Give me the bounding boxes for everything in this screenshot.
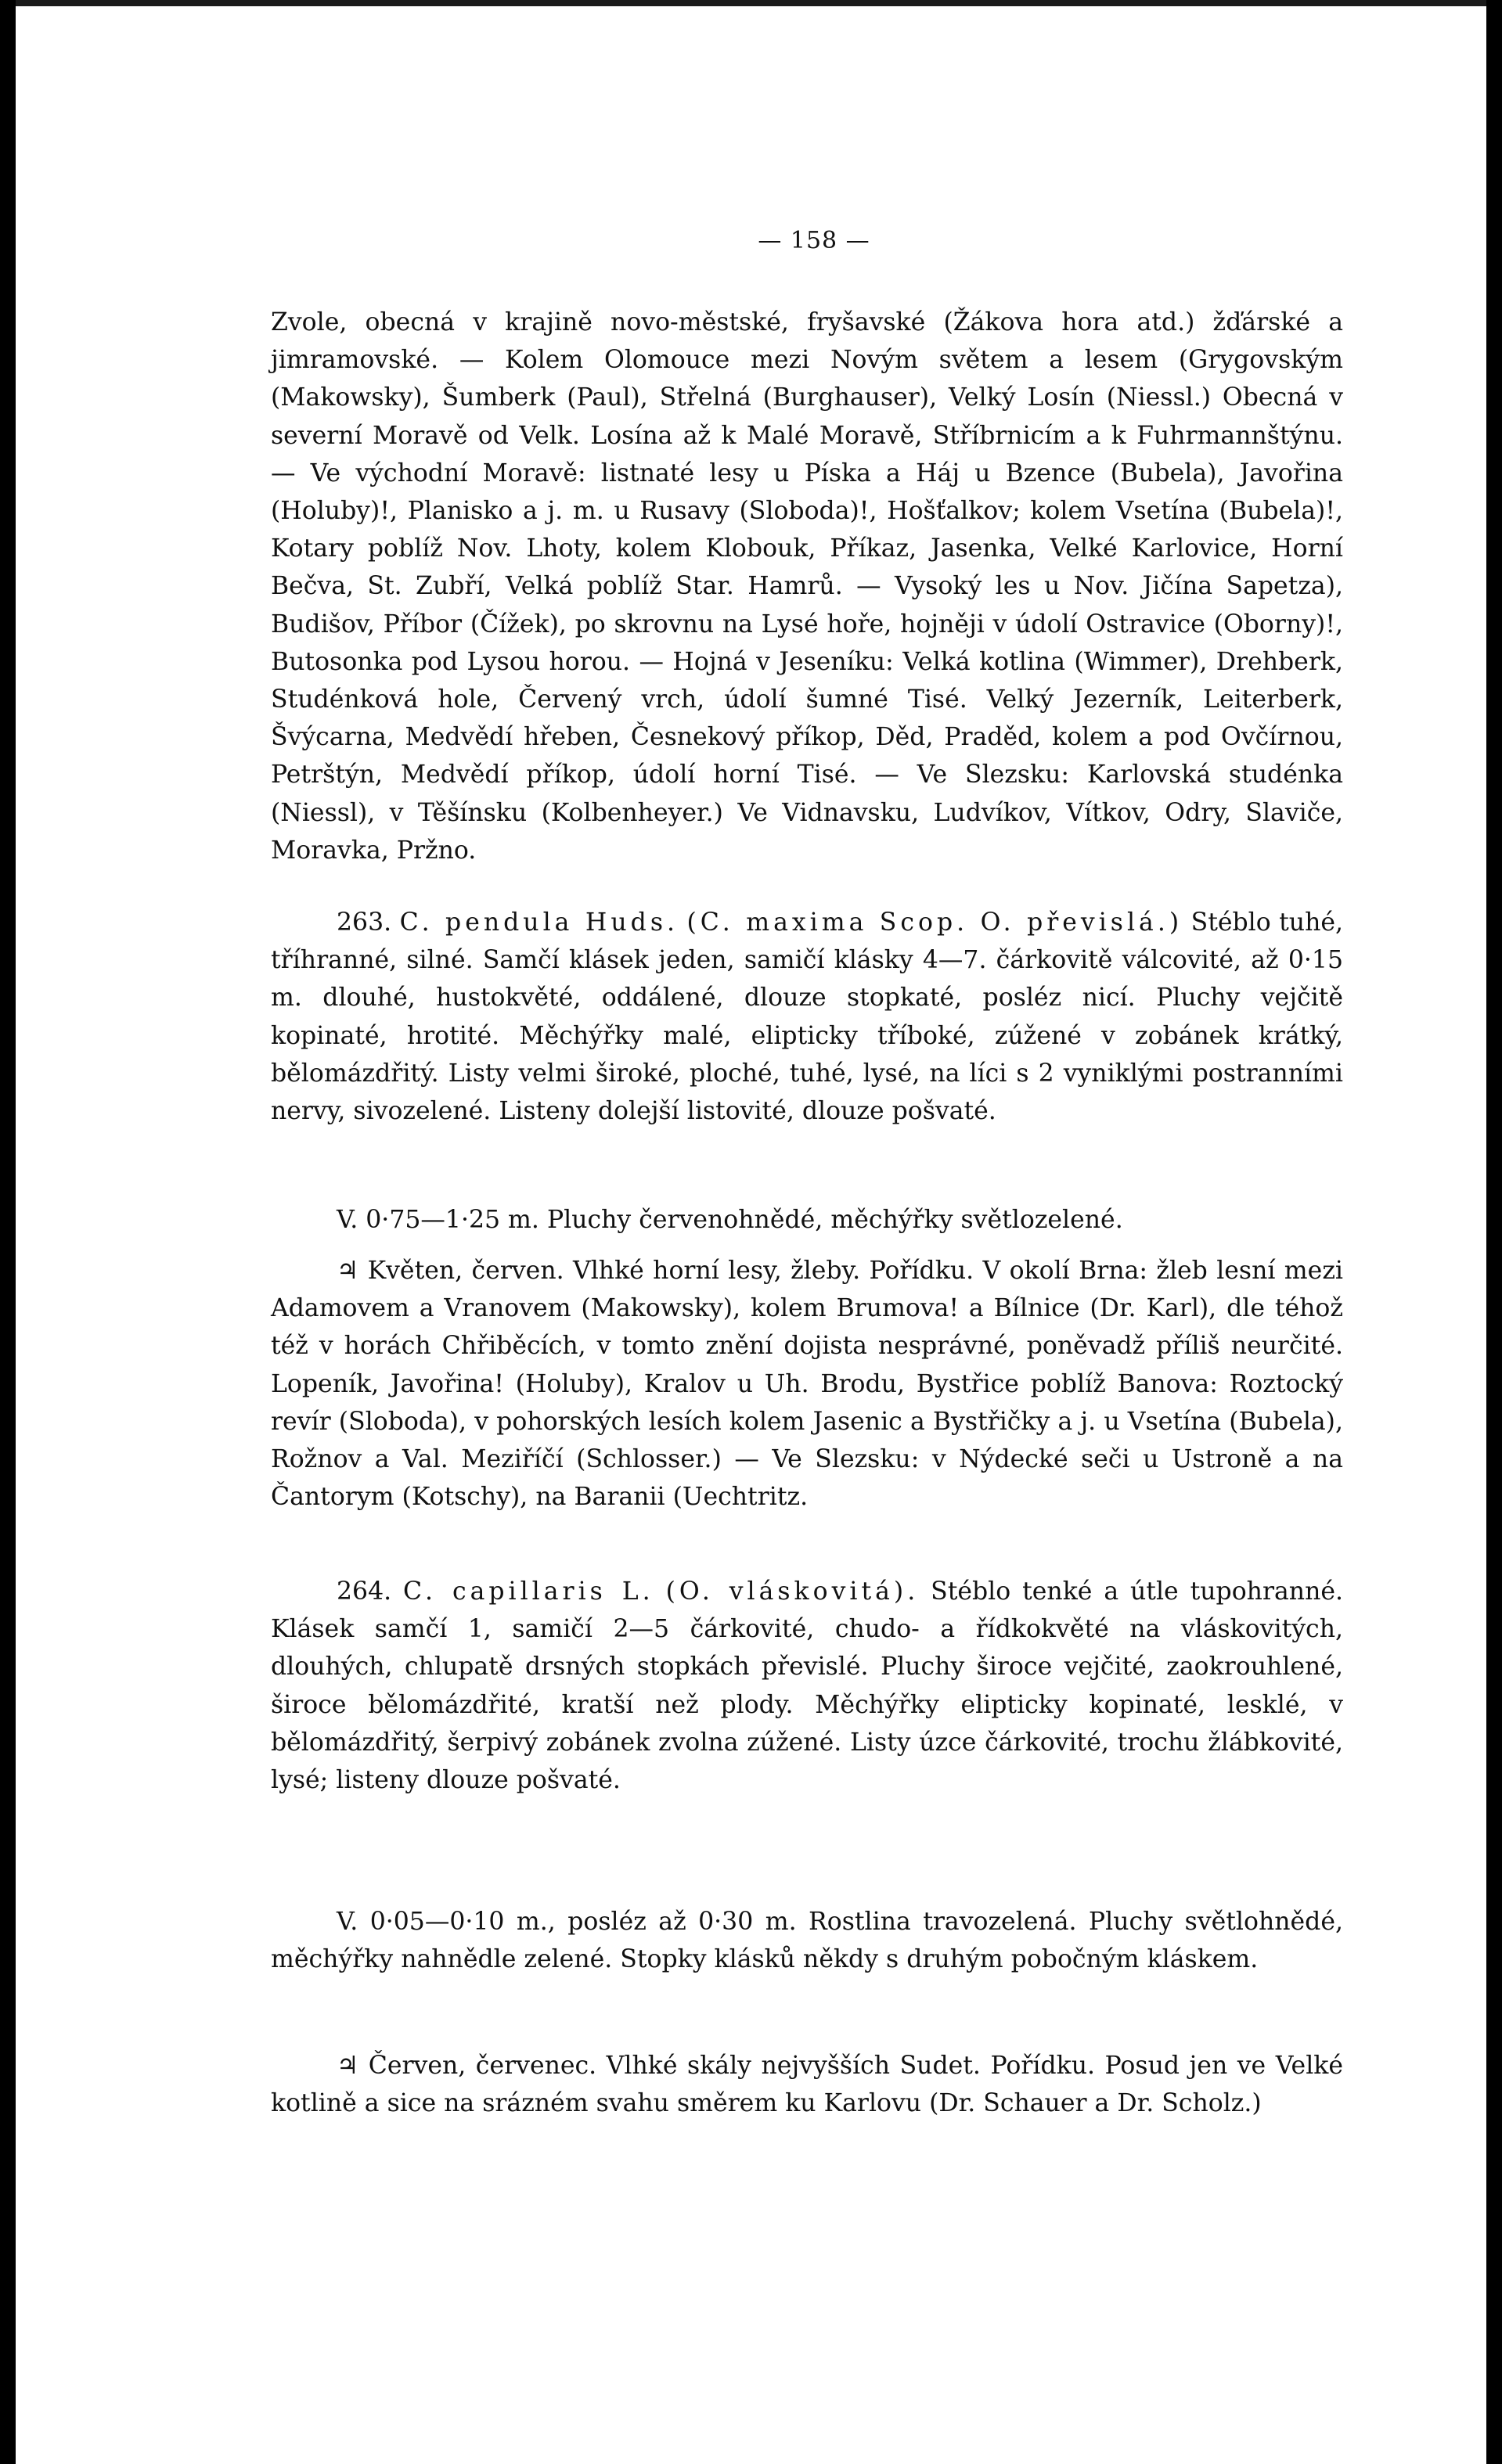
species-name: C. capillaris L. xyxy=(403,1577,654,1606)
paragraph-distribution-continued xyxy=(271,304,1343,869)
scan-edge-right xyxy=(1486,0,1502,2464)
scan-edge-left xyxy=(0,0,16,2464)
paragraph-text: Zvole, obecná v krajině novo-městské, fryšavské (Žákova hora atd.) žďárské a jimramovské. — Kolem Olomouce mezi Novým světem a lesem (Grygovským (Makowsky), Šumberk (Paul), Střelná (Burghauser), Velký Losín (Niessl.) Obecná v severní Moravě od Velk. Losína až k Malé Moravě, Stříbrnicím a k Fuhrmannštýnu. — Ve východní Moravě: listnaté lesy u Píska a Háj u Bzence (Bubela), Javořina (Holuby)!, Planisko a j. m. u Rusavy (Sloboda)!, Hošťalkov; kolem Vsetína (Bubela)!, Kotary poblíž Nov. Lhoty, kolem Klobouk, Příkaz, Jasenka, Velké Karlovice, Horní Bečva, St. Zubří, Velká poblíž Star. Hamrů. — Vysoký les u Nov. Jičína Sapetza), Budišov, Příbor (Čížek), po skrovnu na Lysé hoře, hojněji v údolí Ostravice (Oborny)!, Butosonka pod Lysou horou. — Hojná v Jeseníku: Velká kotlina (Wimmer), Drehberk, Studénková hole, Červený vrch, údolí šumné Tisé. Velký Jezerník, Leiterberk, Švýcarna, Medvědí hřeben, Česnekový příkop, Děd, Praděd, kolem a pod Ovčírnou, Petrštýn, Medvědí příkop, údolí horní Tisé. — Ve Slezsku: Karlovská studénka (Niessl), v Těšínsku (Kolbenheyer.) Ve Vidnavsku, Ludvíkov, Vítkov, Odry, Slaviče, Moravka, Pržno. xyxy=(271,308,1343,865)
species-synonym: (O. vláskovitá). xyxy=(665,1577,920,1606)
species-header-263 xyxy=(271,904,1343,1130)
paragraph-text: V. 0·75—1·25 m. Pluchy červenohnědé, měchýřky světlozelené. xyxy=(337,1206,1123,1234)
paragraph-text: V. 0·05—0·10 m., posléz až 0·30 m. Rostlina travozelená. Pluchy světlohnědé, měchýřky nahnědle zelené. Stopky klásků někdy s druhým pobočným kláskem. xyxy=(271,1908,1343,1974)
paragraph-text: ♃ Květen, červen. Vlhké horní lesy, žleby. Pořídku. V okolí Brna: žleb lesní mezi Adamovem a Vranovem (Makowsky), kolem Brumova! a Bílnice (Dr. Karl), dle téhož též v horách Chřiběcích, v tomto znění dojista nesprávné, poněvadž příliš neurčité. Lopeník, Javořina! (Holuby), Kralov u Uh. Brodu, Bystřice poblíž Banova: Roztocký revír (Sloboda), v pohorských lesích kolem Jasenic a Bystřičky a j. u Vsetína (Bubela), Rožnov a Val. Meziříčí (Schlosser.) — Ve Slezsku: v Nýdecké seči u Ustroně a na Čantorym (Kotschy), na Baranii (Uechtritz. xyxy=(271,1257,1343,1512)
species-entry-263 xyxy=(271,904,1343,1130)
species-description: Stéblo tuhé, tříhranné, silné. Samčí klásek jeden, samičí klásky 4—7. čárkovitě válcovité, až 0·15 m. dlouhé, hustokvěté, oddálené, dlouze stopkaté, posléz nicí. Pluchy vejčitě kopinaté, hrotité. Měchýřky malé, elipticky tříboké, zúžené v zobánek krátký, bělomázdřitý. Listy velmi široké, ploché, tuhé, lysé, na líci s 2 vyniklými postranními nervy, sivozelené. Listeny dolejší listovité, dlouze pošvaté. xyxy=(271,908,1344,1126)
species-header-264 xyxy=(271,1573,1343,1799)
species-entry-264 xyxy=(271,1573,1343,1799)
paragraph-text: ♃ Červen, červenec. Vlhké skály nejvyšších Sudet. Pořídku. Posud jen ve Velké kotlině a sice na srázném svahu směrem ku Karlovu (Dr. Schauer a Dr. Scholz.) xyxy=(271,2052,1343,2118)
species-synonym: (C. maxima Scop. O. převislá.) xyxy=(686,908,1183,937)
paragraph-size-263 xyxy=(271,1201,1343,1239)
species-number: 263. xyxy=(337,908,392,937)
page-number: — 158 — xyxy=(758,227,870,254)
paragraph-habitat-264 xyxy=(271,2047,1343,2122)
species-name: C. pendula Huds. xyxy=(399,908,679,937)
species-number: 264. xyxy=(337,1577,392,1606)
paragraph-habitat-263 xyxy=(271,1252,1343,1516)
species-description: Stéblo tenké a útle tupohranné. Klásek samčí 1, samičí 2—5 čárkovité, chudo- a řídkokvěté na vláskovitých, dlouhých, chlupatě drsných stopkách převislé. Pluchy široce vejčité, zaokrouhlené, široce bělomázdřité, kratší než plody. Měchýřky elipticky kopinaté, lesklé, v bělomázdřitý, šerpivý zobánek zvolna zúžené. Listy úzce čárkovité, trochu žlábkovité, lysé; listeny dlouze pošvaté. xyxy=(271,1577,1344,1795)
paragraph-size-264 xyxy=(271,1903,1343,1978)
scan-edge-top xyxy=(16,0,1486,6)
